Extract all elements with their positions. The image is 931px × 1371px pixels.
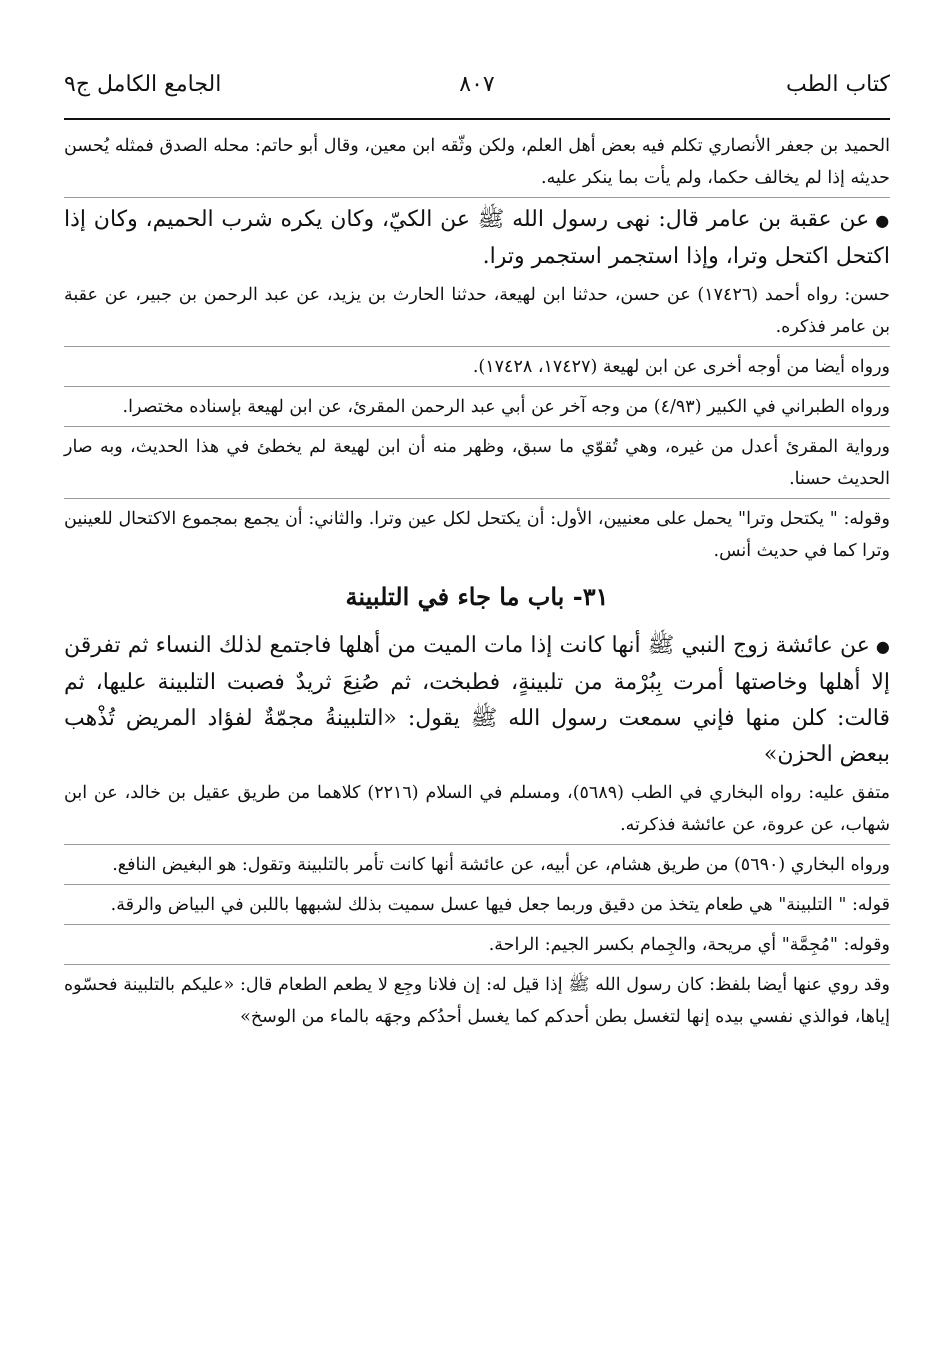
hadith-uqba (64, 202, 890, 275)
volume-title: الجامع الكامل ج٩ (64, 72, 222, 97)
book-page (64, 60, 890, 1350)
takhrij-paragraph-4: ورواية المقرئ أعدل من غيره، وهي تُقوّي ما سبق، وظهر منه أن ابن لهيعة لم يخطئ في هذا الحديث، وبه صار الحديث حسنا. (64, 431, 890, 499)
bullet-icon: ● (875, 637, 890, 656)
explanation-paragraph-1: وقوله: " يكتحل وترا" يحمل على معنيين، الأول: أن يكتحل لكل عين وترا. والثاني: أن يجمع بمجموع الاكتحال للعينين وترا كما في حديث أنس. (64, 509, 890, 561)
page-content (64, 130, 890, 1036)
book-title: كتاب الطب (786, 72, 890, 97)
explanation-paragraph-3: وقوله: "مُجِمَّة" أي مريحة، والجِمام بكسر الجيم: الراحة. (64, 929, 890, 965)
hadith-text: عن عقبة بن عامر قال: نهى رسول الله ﷺ عن الكيّ، وكان يكره شرب الحميم، وكان إذا اكتحل اكتحل وترا، وإذا استجمر استجمر وترا. (64, 207, 890, 269)
chapter-title: ٣١- باب ما جاء في التلبينة (345, 582, 609, 611)
takhrij-paragraph-3: ورواه الطبراني في الكبير (٤/٩٣) من وجه آخر عن أبي عبد الرحمن المقرئ، عن ابن لهيعة بإسناده مختصرا. (64, 391, 890, 427)
takhrij-paragraph-2: ورواه أيضا من أوجه أخرى عن ابن لهيعة (١٧٤٢٧، ١٧٤٢٨). (64, 351, 890, 387)
takhrij-paragraph-5: متفق عليه: رواه البخاري في الطب (٥٦٨٩)، ومسلم في السلام (٢٢١٦) كلاهما من طريق عقيل بن خالد، عن ابن شهاب، عن عروة، عن عائشة فذكرته. (64, 777, 890, 845)
hadith-text: عن عائشة زوج النبي ﷺ أنها كانت إذا مات الميت من أهلها فاجتمع لذلك النساء ثم تفرقن إلا أهلها وخاصتها أمرت بِبُرْمة من تلبينةٍ، فطبخت، ثم صُنِعَ ثريدٌ فصبت التلبينة عليها، ثم قالت: كلن منها فإني سمعت رسول الله ﷺ يقول: «التلبينةُ مجمّةٌ لفؤاد المريض تُذْهب ببعض الحزن» (64, 633, 890, 767)
commentary-paragraph-1: الحميد بن جعفر الأنصاري تكلم فيه بعض أهل العلم، ولكن وثّقه ابن معين، وقال أبو حاتم: محله الصدق فمثله يُحسن حديثه إذا لم يخالف حكما، ولم يأت بما ينكر عليه. (64, 130, 890, 198)
hadith-aisha (64, 628, 890, 773)
explanation-paragraph-4: وقد روي عنها أيضا بلفظ: كان رسول الله ﷺ إذا قيل له: إن فلانا وجِع لا يطعم الطعام قال: «عليكم بالتلبينة فحسّوه إياها، فوالذي نفسي بيده إنها لتغسل بطن أحدكم كما يغسل أحدُكم وجهَه بالماء من الوسخ» (64, 975, 890, 1027)
page-number: ٨٠٧ (459, 72, 495, 97)
takhrij-paragraph-6: ورواه البخاري (٥٦٩٠) من طريق هشام، عن أبيه، عن عائشة أنها كانت تأمر بالتلبينة وتقول: هو البغيض النافع. (64, 849, 890, 885)
explanation-paragraph-2: قوله: " التلبينة" هي طعام يتخذ من دقيق وربما جعل فيها عسل سميت بذلك لشبهها باللبن في البياض والرقة. (64, 889, 890, 925)
takhrij-paragraph-1: حسن: رواه أحمد (١٧٤٢٦) عن حسن، حدثنا ابن لهيعة، حدثنا الحارث بن يزيد، عن عبد الرحمن بن جبير، عن عقبة بن عامر فذكره. (64, 279, 890, 347)
page-header (64, 60, 890, 120)
bullet-icon: ● (875, 211, 890, 230)
